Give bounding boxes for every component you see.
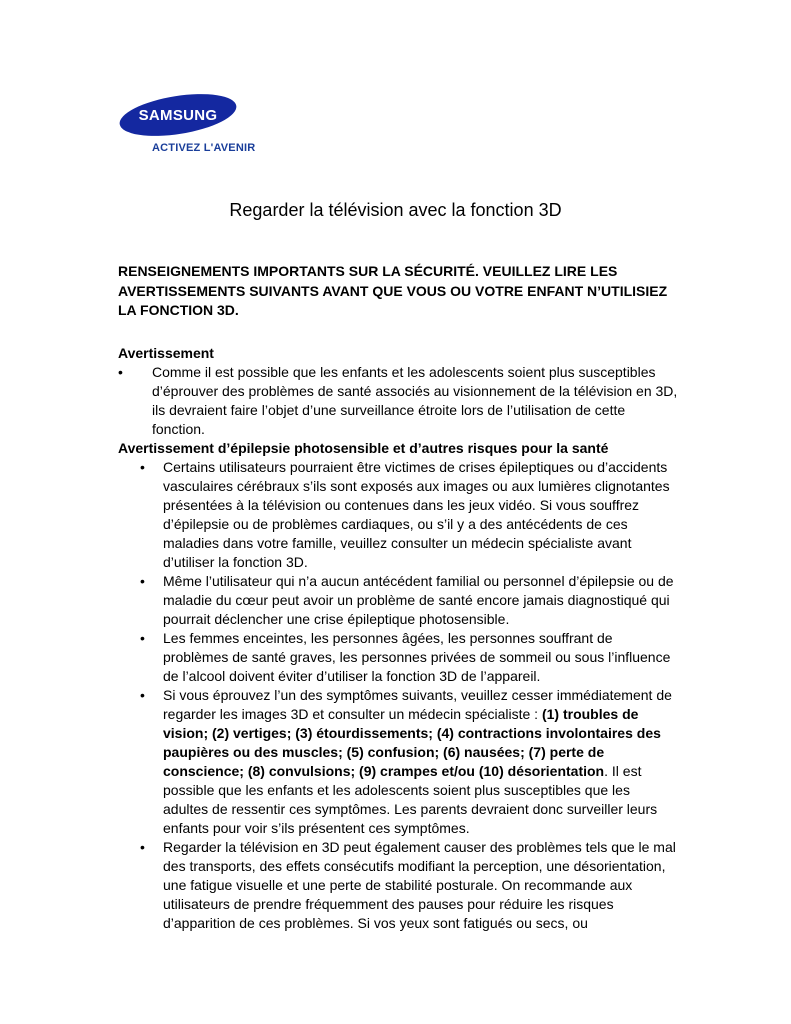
- bullet-icon: •: [140, 629, 145, 646]
- symptoms-list: (1) troubles de vision; (2) vertiges; (3) étourdissements; (4) contractions involontaires des paupières ou des muscles; (5) confusion; (6) nausées; (7) perte de conscience; (8) convulsions; (9) crampes et/ou (10) désorientation: [163, 705, 661, 779]
- safety-intro: RENSEIGNEMENTS IMPORTANTS SUR LA SÉCURITÉ. VEUILLEZ LIRE LES AVERTISSEMENTS SUIVANTS AVANT QUE VOUS OU VOTRE ENFANT N’UTILISIEZ LA FONCTION 3D.: [118, 263, 668, 318]
- bullet-icon: •: [118, 363, 123, 380]
- list-item-text: Même l’utilisateur qui n’a aucun antécédent familial ou personnel d’épilepsie ou de maladie du cœur peut avoir un problème de santé encore jamais diagnostiqué qui pourrait déclencher une crise épileptique photosensible.: [163, 572, 674, 627]
- list-item: [118, 572, 678, 629]
- epilepsy-list: [118, 458, 678, 933]
- list-item-text: Regarder la télévision en 3D peut également causer des problèmes tels que le mal des transports, des effets consécutifs modifiant la perception, une désorientation, une fatigue visuelle et une perte de stabilité posturale. On recommande aux utilisateurs de prendre fréquemment des pauses pour réduire les risques d’apparition de ces problèmes. Si vos yeux sont fatigués ou secs, ou: [163, 838, 676, 931]
- list-item-text: Comme il est possible que les enfants et les adolescents soient plus susceptibles d’éprouver des problèmes de santé associés au visionnement de la télévision en 3D, ils devraient faire l’objet d’une surveillance étroite lors de l’utilisation de cette fonction.: [152, 363, 678, 437]
- list-item: [118, 686, 678, 838]
- brand-tagline: ACTIVEZ L'AVENIR: [152, 142, 256, 154]
- list-item-text-lead: Si vous éprouvez l’un des symptômes suivants, veuillez cesser immédiatement de regarder les images 3D et consulter un médecin spécialiste :: [163, 686, 672, 722]
- list-item-text-tail: . Il est possible que les enfants et les adolescents soient plus susceptibles que les adultes de ressentir ces symptômes. Les parents devraient donc surveiller leurs enfants pour voir s’ils présentent ces symptômes.: [163, 762, 658, 836]
- list-item: [118, 458, 678, 572]
- document-title: Regarder la télévision avec la fonction 3D: [229, 200, 562, 220]
- warning-list: [118, 363, 678, 439]
- bullet-icon: •: [140, 686, 145, 703]
- bullet-icon: •: [140, 838, 145, 855]
- list-item: [118, 363, 678, 439]
- logo-text: SAMSUNG: [138, 107, 218, 124]
- epilepsy-heading: Avertissement d’épilepsie photosensible et d’autres risques pour la santé: [118, 439, 609, 456]
- bullet-icon: •: [140, 572, 145, 589]
- warning-heading: Avertissement: [118, 344, 214, 361]
- list-item-text: Les femmes enceintes, les personnes âgées, les personnes souffrant de problèmes de santé graves, les personnes privées de sommeil ou sous l’influence de l’alcool doivent éviter d’utiliser la fonction 3D de l’appareil.: [163, 629, 671, 684]
- list-item-text: Certains utilisateurs pourraient être victimes de crises épileptiques ou d’accidents vasculaires cérébraux s’ils sont exposés aux images ou aux lumières clignotantes présentées à la télévision ou contenues dans les jeux vidéo. Si vous souffrez d’épilepsie ou de problèmes cardiaques, ou s’il y a des antécédents de ces maladies dans votre famille, veuillez consulter un médecin spécialiste avant d’utiliser la fonction 3D.: [163, 458, 670, 570]
- list-item: [118, 629, 678, 686]
- bullet-icon: •: [140, 458, 145, 475]
- samsung-logo: [118, 92, 238, 138]
- list-item: [118, 838, 678, 933]
- document-body: [118, 262, 678, 933]
